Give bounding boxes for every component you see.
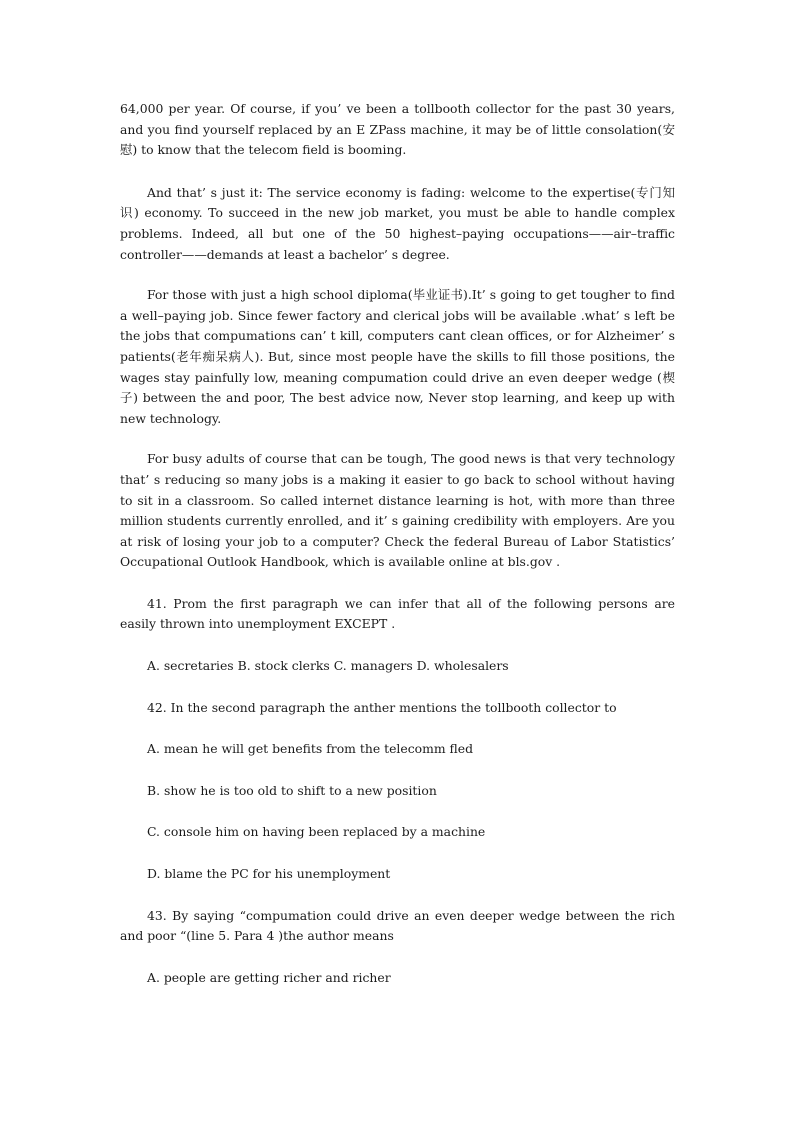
document-page <box>120 99 675 988</box>
question-42-option-d: D. blame the PC for his unemployment <box>147 866 391 882</box>
passage-paragraph-1: 64,000 per year. Of course, if you’ ve been a tollbooth collector for the past 30 years, and you find yourself replaced by an E ZPass machine, it may be of little consolation(安慰) to know that the telecom field is booming. <box>120 101 675 158</box>
passage-paragraph-2: And that’ s just it: The service economy is fading: welcome to the expertise(专门知识) economy. To succeed in the new job market, you must be able to handle complex problems. Indeed, all but one of the 50 highest–paying occupations——air–traffic controller——demands at least a bachelor’ s degree. <box>120 184 675 262</box>
passage-paragraph-3: For those with just a high school diploma(毕业证书).It’ s going to get tougher to find a well–paying job. Since fewer factory and clerical jobs will be available .what’ s left be the jobs that compumations can’ t kill, computers cant clean offices, or for Alzheimer’ s patients(老年痴呆病人). But, since most people have the skills to fill those positions, the wages stay painfully low, meaning compumation could drive an even deeper wedge (楔子) between the and poor, The best advice now, Never stop learning, and keep up with new technology. <box>120 287 675 426</box>
question-42-option-a: A. mean he will get benefits from the telecomm fled <box>147 741 474 757</box>
question-43-option-a: A. people are getting richer and richer <box>147 969 391 985</box>
question-42-stem: 42. In the second paragraph the anther mentions the tollbooth collector to <box>147 699 617 715</box>
question-41-options: A. secretaries B. stock clerks C. managers D. wholesalers <box>147 658 509 674</box>
question-42-option-c: C. console him on having been replaced by a machine <box>147 824 486 840</box>
question-43-stem: 43. By saying “compumation could drive an even deeper wedge between the rich and poor “(line 5. Para 4 )the author means <box>120 907 675 944</box>
passage-paragraph-4: For busy adults of course that can be tough, The good news is that very technology that’ s reducing so many jobs is a making it easier to go back to school without having to sit in a classroom. So called internet distance learning is hot, with more than three million students currently enrolled, and it’ s gaining credibility with employers. Are you at risk of losing your job to a computer? Check the federal Bureau of Labor Statistics’ Occupational Outlook Handbook, which is available online at bls.gov . <box>120 451 675 570</box>
question-41-stem: 41. Prom the first paragraph we can infer that all of the following persons are easily thrown into unemployment EXCEPT . <box>120 595 675 632</box>
question-42-option-b: B. show he is too old to shift to a new position <box>147 782 437 798</box>
